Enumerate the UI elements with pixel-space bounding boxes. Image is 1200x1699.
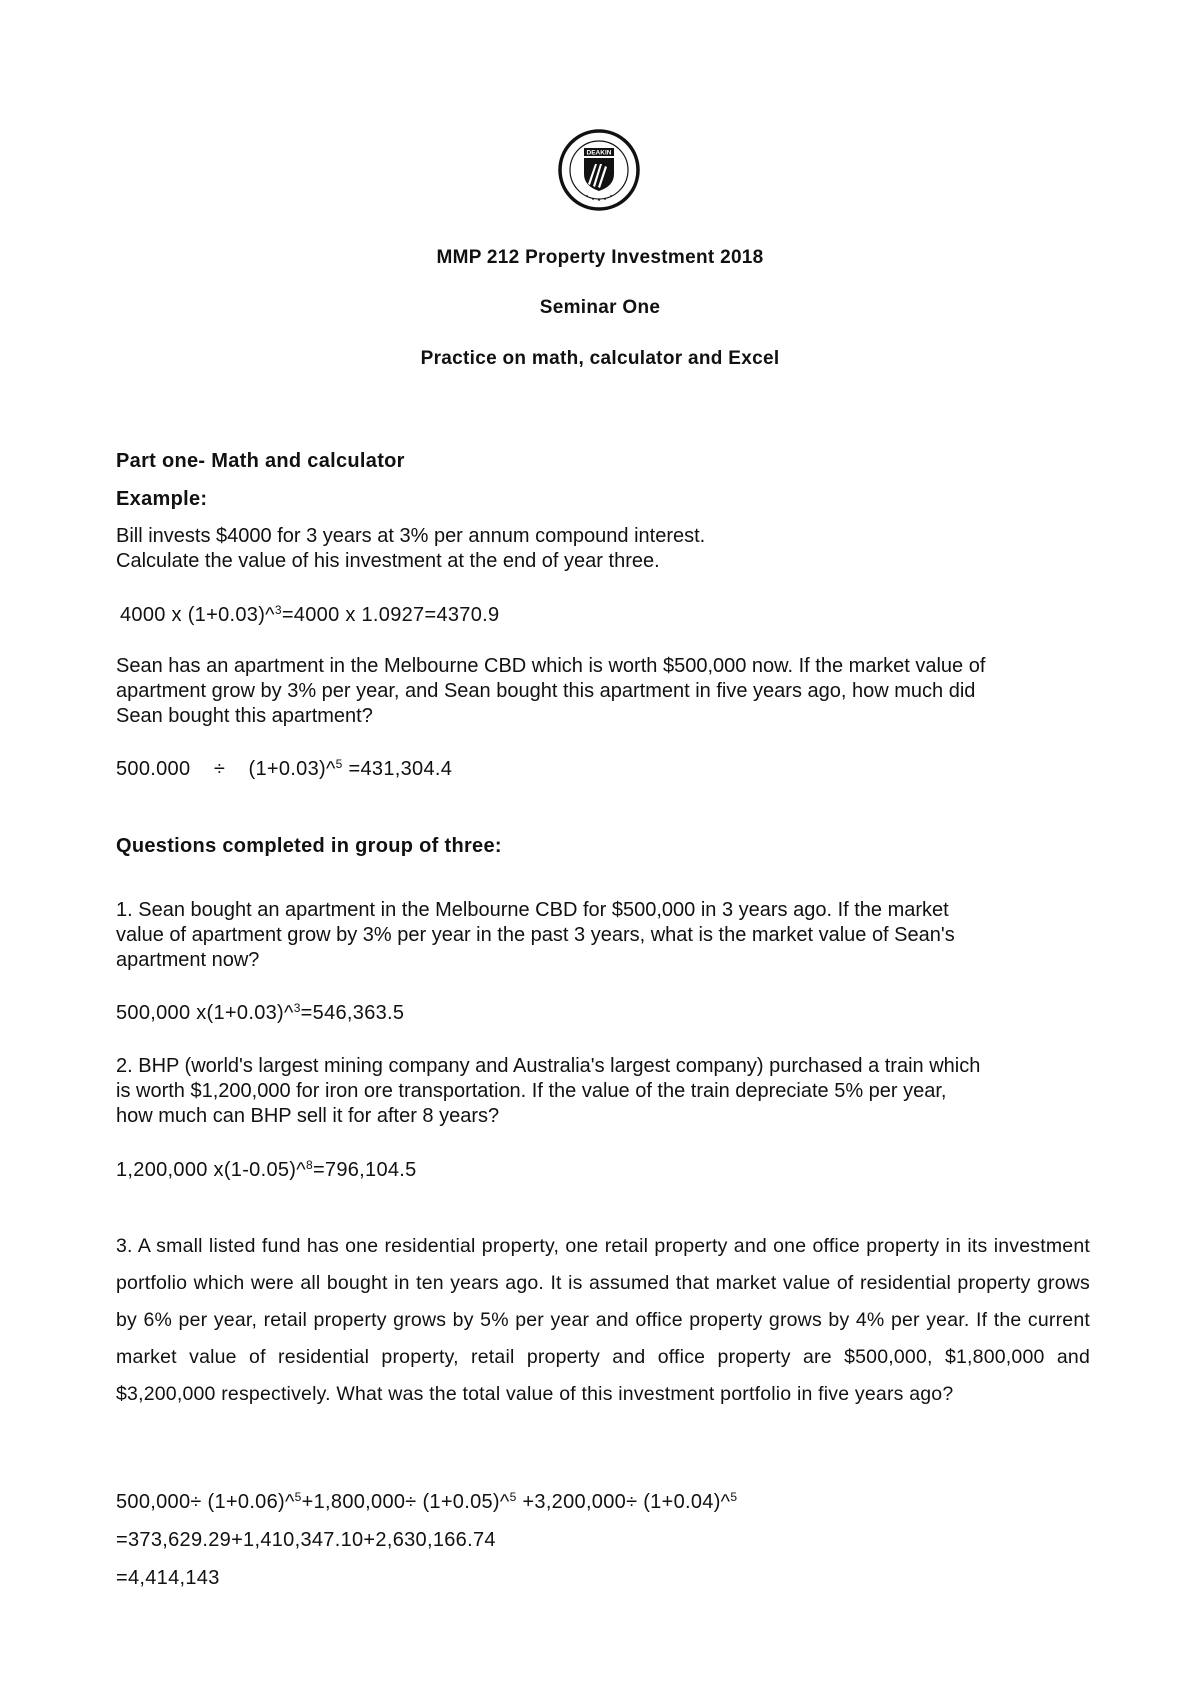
- document-subtitle: Practice on math, calculator and Excel: [420, 348, 780, 369]
- example-paragraph: [116, 524, 1096, 574]
- question-3: 3. A small listed fund has one residential property, one retail property and one office property in its investment portfolio which were all bought in ten years ago. It is assumed that market value of residential property grows by 6% per year, retail property grows by 5% per year and office property grows by 4% per year. If the current market value of residential property, retail property and office property are $500,000, $1,800,000 and $3,200,000 respectively. What was the total value of this investment portfolio in five years ago?: [116, 1235, 1090, 1405]
- paragraph-line: apartment grow by 3% per year, and Sean bought this apartment in five years ago, how much did: [116, 680, 976, 702]
- sean-paragraph: [116, 654, 1096, 729]
- seminar-title: Seminar One: [539, 297, 661, 318]
- question-line: is worth $1,200,000 for iron ore transportation. If the value of the train depreciate 5% per year,: [116, 1080, 947, 1102]
- question-3-answer-total: =4,414,143: [116, 1567, 220, 1589]
- example-line: Calculate the value of his investment at the end of year three.: [116, 550, 660, 572]
- example-label: Example:: [116, 488, 208, 510]
- question-1: [116, 898, 1096, 973]
- question-3-answer-line: =373,629.29+1,410,347.10+2,630,166.74: [116, 1529, 496, 1551]
- question-2: [116, 1054, 1096, 1129]
- logo-text: DEAKIN: [586, 149, 612, 157]
- part-one-heading: Part one- Math and calculator: [116, 450, 405, 472]
- paragraph-line: Sean has an apartment in the Melbourne CBD which is worth $500,000 now. If the market value of: [116, 655, 986, 677]
- question-line: how much can BHP sell it for after 8 years?: [116, 1105, 500, 1127]
- questions-heading: Questions completed in group of three:: [116, 835, 502, 857]
- question-1-answer: 500,000 x(1+0.03)^$^3$=546,363.5: [116, 1001, 405, 1024]
- sean-formula: 500.000 ÷ (1+0.03)^$^5$ =431,304.4: [116, 757, 453, 780]
- example-line: Bill invests $4000 for 3 years at 3% per annum compound interest.: [116, 525, 706, 547]
- paragraph-line: Sean bought this apartment?: [116, 705, 373, 727]
- question-line: 1. Sean bought an apartment in the Melbourne CBD for $500,000 in 3 years ago. If the market: [116, 899, 949, 921]
- question-2-answer: 1,200,000 x(1-0.05)^$^8$=796,104.5: [116, 1158, 417, 1181]
- course-title: MMP 212 Property Investment 2018: [436, 247, 764, 268]
- question-line: 2. BHP (world's largest mining company and Australia's largest company) purchased a train which: [116, 1055, 981, 1077]
- example-formula: 4000 x (1+0.03)^$^3$=4000 x 1.0927=4370.9: [120, 603, 500, 626]
- deakin-logo: [557, 128, 641, 212]
- question-line: apartment now?: [116, 949, 260, 971]
- question-3-answer-line: 500,000÷ (1+0.06)^$^5$+1,800,000÷ (1+0.05)^$^5$ +3,200,000÷ (1+0.04)^$^5$: [116, 1490, 738, 1513]
- question-line: value of apartment grow by 3% per year in the past 3 years, what is the market value of Sean's: [116, 924, 955, 946]
